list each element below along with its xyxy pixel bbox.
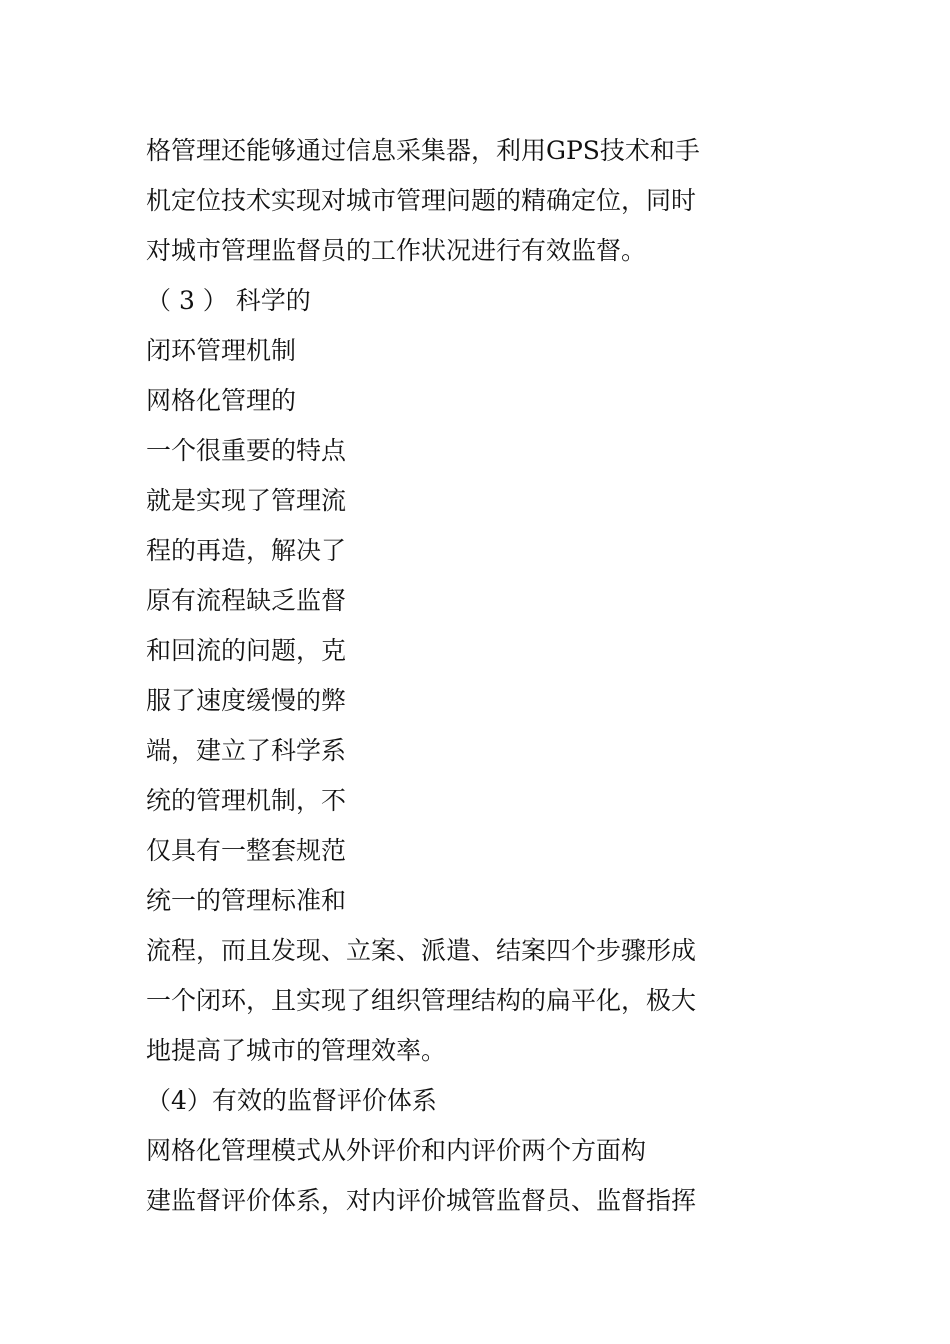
text-line: 原有流程缺乏监督 <box>146 586 347 615</box>
text-line: 端，建立了科学系 <box>146 736 347 765</box>
text-line: 就是实现了管理流 <box>146 486 347 515</box>
text-line: 地提高了城市的管理效率。 <box>146 1036 447 1065</box>
text-line: 网格化管理的 <box>146 386 297 415</box>
text-line: 服了速度缓慢的弊 <box>146 686 347 715</box>
text-line: 对城市管理监督员的工作状况进行有效监督。 <box>146 236 647 265</box>
text-line: 网格化管理模式从外评价和内评价两个方面构 <box>146 1136 647 1165</box>
text-line: 格管理还能够通过信息采集器，利用GPS技术和手 <box>146 136 700 165</box>
body-text <box>146 126 746 1226</box>
text-line: 统的管理机制，不 <box>146 786 347 815</box>
text-line: 和回流的问题，克 <box>146 636 347 665</box>
text-line: 流程，而且发现、立案、派遣、结案四个步骤形成 <box>146 936 697 965</box>
text-line: 程的再造，解决了 <box>146 536 347 565</box>
text-line: 建监督评价体系，对内评价城管监督员、监督指挥 <box>146 1186 697 1215</box>
section-heading-3: （ 3 ） 科学的 <box>146 286 311 315</box>
text-line: 统一的管理标准和 <box>146 886 347 915</box>
text-line: 闭环管理机制 <box>146 336 297 365</box>
text-line: 一个闭环，且实现了组织管理结构的扁平化，极大 <box>146 986 697 1015</box>
text-line: 一个很重要的特点 <box>146 436 347 465</box>
text-line: 仅具有一整套规范 <box>146 836 347 865</box>
section-heading-4: （4）有效的监督评价体系 <box>146 1086 437 1115</box>
text-line: 机定位技术实现对城市管理问题的精确定位，同时 <box>146 186 697 215</box>
